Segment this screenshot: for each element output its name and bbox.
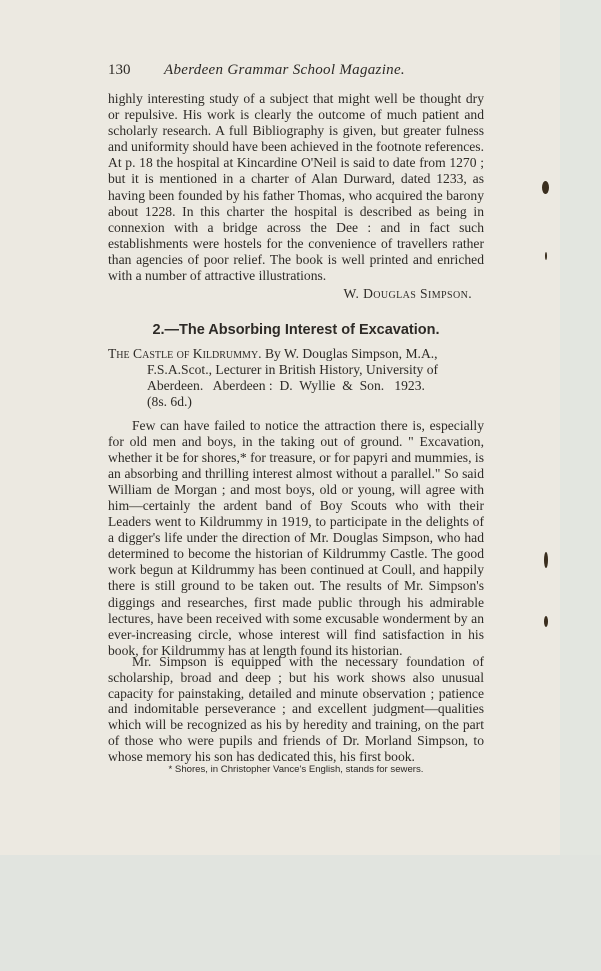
citation-line-1: By W. Douglas Simpson, M.A., <box>264 346 438 361</box>
scan-speck <box>544 552 548 568</box>
running-title: Aberdeen Grammar School Magazine. <box>164 62 405 78</box>
scan-background <box>0 855 601 971</box>
scan-speck <box>544 616 548 627</box>
citation-line-2: F.S.A.Scot., Lecturer in British History, University of <box>147 362 439 377</box>
citation-line-4: (8s. 6d.) <box>147 394 192 409</box>
footnote: * Shores, in Christopher Vance's English, stands for sewers. <box>168 764 424 775</box>
citation-line-3: Aberdeen. Aberdeen : D. Wyllie & Son. 1923. <box>147 378 425 393</box>
book-title: The Castle of Kildrummy. <box>108 346 262 361</box>
scan-margin <box>560 0 601 855</box>
book-citation <box>108 346 484 410</box>
scan-speck <box>542 181 549 194</box>
section-heading: 2.—The Absorbing Interest of Excavation. <box>152 322 440 338</box>
page-header <box>108 62 405 79</box>
reviewer-signature: W. Douglas Simpson. <box>343 286 472 301</box>
scan-speck <box>545 252 547 260</box>
page-number: 130 <box>108 62 131 78</box>
review-paragraph-2: Mr. Simpson is equipped with the necessary foundation of scholarship, broad and deep ; but his work shows also unusual capacity for painstaking, detailed and minute observation ; patience and indomitable perseverance ; and excellent judgment—qualities which will be recognized as his by heredity and training, on the part of those who were pupils and friends of Dr. Morland Simpson, to whose memory his son has dedicated this, his first book. <box>108 654 484 764</box>
review-paragraph-continued: highly interesting study of a subject that might well be thought dry or repulsive. His work is clearly the outcome of much patient and scholarly research. A full Bibliography is given, but greater fulness and uniformity should have been achieved in the footnote references. At p. 18 the hospital at Kincardine O'Neil is said to date from 1270 ; but it is mentioned in a charter of Alan Durward, dated 1233, as having been founded by his father Thomas, who acquired the barony about 1228. In this charter the hospital is described as being in connexion with a bridge across the Dee : and in fact such establishments were hostels for the convenience of travellers rather than agencies of poor relief. The book is well printed and enriched with a number of attractive illustrations. <box>108 91 484 284</box>
review-paragraph-1: Few can have failed to notice the attraction there is, especially for old men and boys, in the taking out of ground. " Excavation, whether it be for shores,* for treasure, or for papyri and mummies, is an absorbing and thrilling interest almost without a parallel." So said William de Morgan ; and most boys, old or young, will agree with him—certainly the ardent band of Boy Scouts who with their Leaders went to Kildrummy in 1919, to participate in the delights of a digger's life under the direction of Mr. Douglas Simpson, who had determined to become the historian of Kildrummy Castle. The good work begun at Kildrummy has been continued at Coull, and happily there is still ground to be taken out. The results of Mr. Simpson's diggings and researches, first made public through his admirable lectures, have been received with some excusable wonderment by an ever-increasing circle, whose interest will find satisfaction in his book, for Kildrummy has at length found its historian. <box>108 418 484 658</box>
